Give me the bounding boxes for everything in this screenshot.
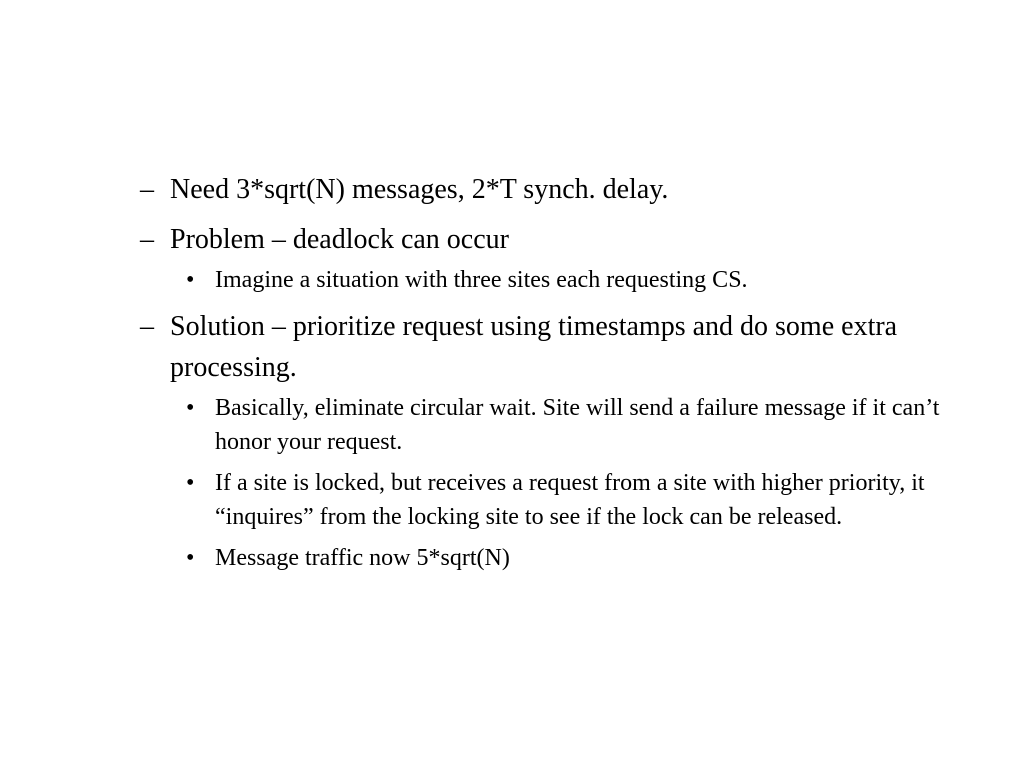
- sub-bullet-text: Message traffic now 5*sqrt(N): [215, 545, 510, 571]
- sub-bullet-text: If a site is locked, but receives a request from a site with higher priority, it “inquires” from the locking site to see if the lock can be released.: [215, 470, 925, 530]
- dot-marker: •: [186, 267, 195, 293]
- dash-marker: –: [140, 224, 154, 255]
- bullet-item-problem: [140, 219, 960, 297]
- sub-bullet-item: [186, 391, 960, 459]
- dot-marker: •: [186, 545, 195, 571]
- bullet-text: Solution – prioritize request using timestamps and do some extra processing.: [170, 311, 898, 383]
- dash-marker: –: [140, 174, 154, 205]
- bullet-item-messages: [140, 169, 960, 210]
- sub-bullet-text: Basically, eliminate circular wait. Site will send a failure message if it can’t honor your request.: [215, 395, 940, 455]
- bullet-item-solution: [140, 306, 960, 575]
- dot-marker: •: [186, 395, 195, 421]
- sub-bullet-text: Imagine a situation with three sites each requesting CS.: [215, 267, 748, 293]
- bullet-list: [140, 169, 960, 584]
- bullet-text: Problem – deadlock can occur: [170, 224, 509, 255]
- sub-bullet-item: [186, 466, 960, 534]
- sub-bullet-item: [186, 541, 960, 575]
- dot-marker: •: [186, 470, 195, 496]
- sub-bullet-list: [170, 263, 960, 297]
- dash-marker: –: [140, 311, 154, 342]
- bullet-text: Need 3*sqrt(N) messages, 2*T synch. delay.: [170, 174, 669, 205]
- sub-bullet-list: [170, 391, 960, 575]
- sub-bullet-item: [186, 263, 960, 297]
